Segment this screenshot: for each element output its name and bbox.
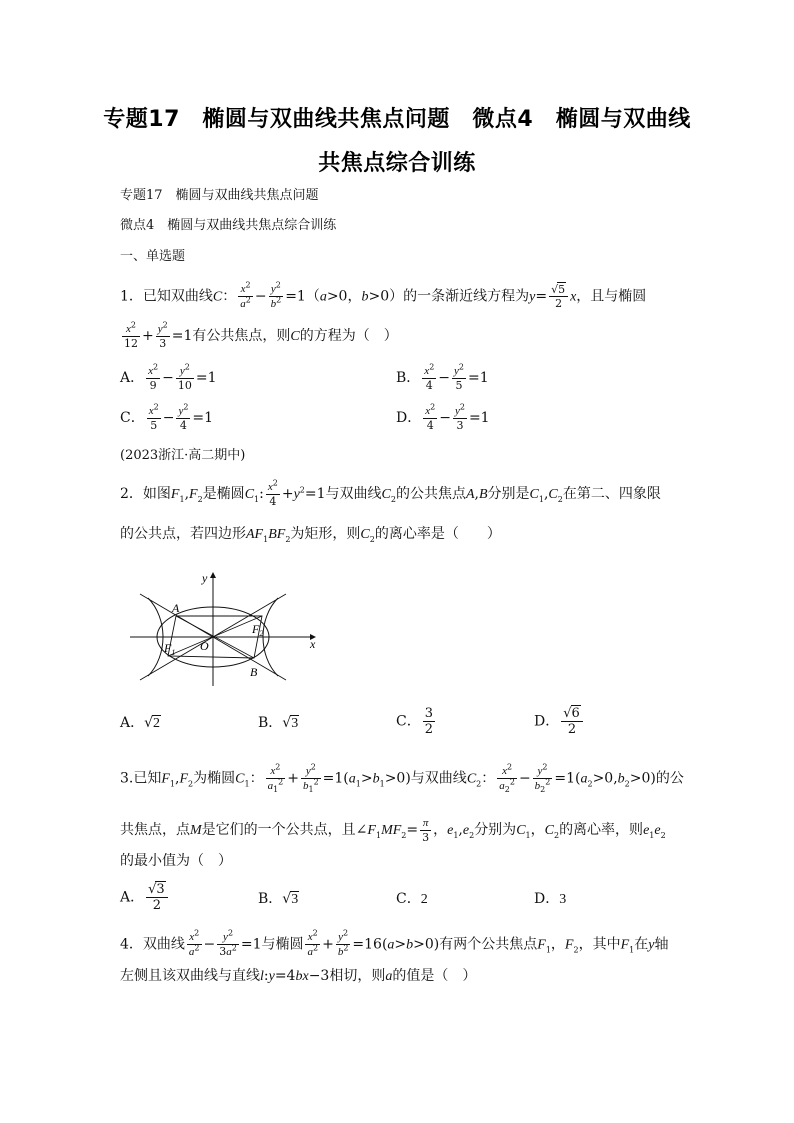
question-2-source: (2023浙江·高二期中) — [120, 448, 246, 463]
option-value: 2 — [420, 892, 428, 907]
question-2-option-b[interactable]: B．√3 — [258, 715, 299, 731]
option-label: A． — [120, 370, 145, 386]
option-label: C． — [396, 891, 421, 907]
question-2-stem-line1: 2．如图$F_1,F_2$是椭圆$C_1$: $\frac{x^2}{4}$ $+y^2=1$与双曲线$C_2$的公共焦点A,B分别是$C_1,C_2$在第二、四象限 — [120, 478, 661, 508]
question-2-option-c[interactable]: C． $\frac{3}{2}$ — [396, 706, 433, 737]
question-3-stem-line3: 的最小值为（ ） — [120, 853, 232, 869]
label-f2: $F_2$ — [252, 622, 264, 638]
ellipse-hyperbola-figure — [130, 568, 330, 690]
option-label: A． — [120, 715, 145, 731]
option-label: B． — [258, 715, 283, 731]
question-2-option-d[interactable]: D． $\frac{√6}{2}$ — [534, 706, 585, 737]
question-1-option-a[interactable]: A． $\frac{x^2}{9}$ − $\frac{y^2}{10}$ =1 — [120, 362, 217, 392]
option-label: D． — [396, 410, 422, 426]
y-axis-arrow — [210, 572, 216, 578]
question-1-option-b[interactable]: B． $\frac{x^2}{4}$ − $\frac{y^2}{5}$ =1 — [396, 362, 489, 392]
question-2-stem-line2: 的公共点，若四边形$AF_1BF_2$为矩形，则$C_2$的离心率是（ ） — [120, 526, 501, 544]
question-1-option-c[interactable]: C． $\frac{x^2}{5}$ − $\frac{y^2}{4}$ =1 — [120, 402, 214, 432]
question-4-stem-line1: 4．双曲线 $\frac{x^2}{a^2}$ − $\frac{y^2}{3a^2}$ =1与椭圆 $\frac{x^2}{a^2}$ + $\frac{y^2}{b^2}$ =16(a>b>0)有两个公共焦点$F_1$，$F_2$，其中$F_1$在y轴 — [120, 928, 669, 958]
option-label: C． — [120, 410, 145, 426]
question-3-option-d[interactable] — [534, 888, 566, 908]
question-1-stem-line2: $\frac{x^2}{12}$ + $\frac{y^2}{3}$ =1有公共焦点，则C的方程为（ ） — [124, 320, 398, 350]
question-3-stem-line1: 3.已知$F_1,F_2$为椭圆$C_1$： $\frac{x^2}{a_1^2}$ + $\frac{y^2}{b_1^2}$ $=1(a_1>b_1>0)$与双曲线$C_2$： $\frac{x^2}{a_2^2}$ − $\frac{y^2}{b_2^2}$ $=1(a_2>0,b_2>0)$的公 — [120, 762, 684, 795]
option-label: B． — [396, 370, 421, 386]
option-label: C． — [396, 713, 421, 730]
option-label: A． — [120, 889, 145, 906]
option-label: D． — [534, 713, 560, 730]
question-4-stem-line2: 左侧且该双曲线与直线l:y=4bx−3相切，则a的值是（ ） — [120, 968, 477, 984]
label-y: y — [202, 571, 208, 585]
question-1-option-d[interactable]: D． $\frac{x^2}{4}$ − $\frac{y^2}{3}$ =1 — [396, 402, 490, 432]
micro-topic-line: 微点4 椭圆与双曲线共焦点综合训练 — [120, 218, 337, 233]
diagonal-f1f2 — [168, 616, 262, 656]
question-3-stem-line2: 共焦点，点M是它们的一个公共点，且$\angle F_1MF_2=$ $\frac{\pi}{3}$ ，$e_1,e_2$分别为$C_1$，$C_2$的离心率，则$e_1e_2$ — [120, 817, 666, 844]
question-2-option-a[interactable]: A．√2 — [120, 715, 161, 731]
label-b: B — [250, 665, 258, 679]
page-title: 专题17 椭圆与双曲线共焦点问题 微点4 椭圆与双曲线共焦点综合训练 — [103, 107, 691, 176]
label-f1: $F_1$ — [164, 641, 176, 657]
label-x: x — [310, 637, 316, 651]
option-value: 3 — [559, 892, 567, 907]
label-o: O — [200, 639, 209, 653]
label-a: A — [172, 601, 180, 615]
topic-line: 专题17 椭圆与双曲线共焦点问题 — [120, 188, 319, 203]
section-heading: 一、单选题 — [120, 249, 186, 264]
question-1-stem-line1: 1．已知双曲线C： $\frac{x^2}{a^2}$ − $\frac{y^2}{b^2}$ =1（a>0，b>0）的一条渐近线方程为y= $\frac{√5}{2}$ x，且与椭圆 — [120, 280, 647, 310]
option-label: B． — [258, 891, 283, 907]
option-label: D． — [534, 891, 560, 907]
question-3-option-b[interactable]: B．√3 — [258, 891, 299, 907]
question-3-option-a[interactable]: A． $\frac{√3}{2}$ — [120, 882, 170, 913]
question-3-option-c[interactable] — [396, 888, 428, 908]
